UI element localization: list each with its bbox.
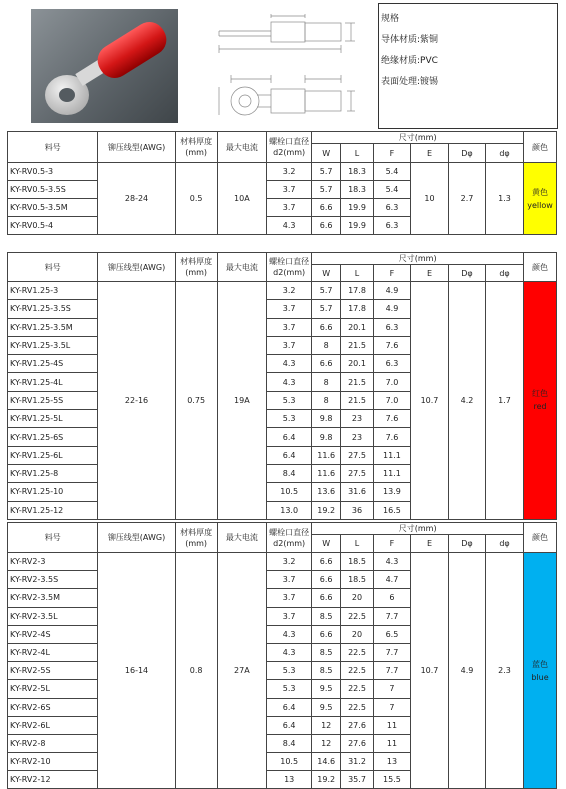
technical-drawing	[205, 9, 373, 127]
bolt-d2: 3.7	[267, 300, 312, 318]
dim-e: 10.7	[410, 553, 448, 789]
part-number: KY-RV0.5-3	[8, 163, 98, 181]
bolt-d2: 4.3	[267, 355, 312, 373]
header-color: 颜色	[524, 253, 557, 282]
dim-inner-d: 2.3	[485, 553, 523, 789]
dim-w: 5.7	[312, 282, 341, 300]
dim-f: 7.7	[373, 607, 410, 625]
bolt-d2: 4.3	[267, 643, 312, 661]
spec-conductor: 导体材质:紫铜	[381, 35, 439, 45]
dim-l: 21.5	[341, 373, 374, 391]
bolt-d2: 3.7	[267, 571, 312, 589]
dim-inner-d: 1.7	[485, 282, 523, 520]
bolt-d2: 4.3	[267, 373, 312, 391]
dim-l: 18.3	[341, 163, 374, 181]
dim-f: 4.3	[373, 553, 410, 571]
bolt-d2: 3.7	[267, 318, 312, 336]
bolt-d2: 3.2	[267, 163, 312, 181]
dim-f: 7.7	[373, 662, 410, 680]
table-row	[8, 282, 557, 300]
dim-f: 4.9	[373, 300, 410, 318]
dim-l: 27.5	[341, 464, 374, 482]
dim-f: 6.3	[373, 318, 410, 336]
dim-f: 5.4	[373, 181, 410, 199]
spec-table	[7, 252, 557, 520]
dim-w: 9.5	[312, 698, 341, 716]
header-dim-d: Dφ	[448, 535, 485, 553]
dim-f: 4.7	[373, 571, 410, 589]
dim-l: 18.3	[341, 181, 374, 199]
header-dim-w: W	[312, 535, 341, 553]
product-photo	[31, 9, 178, 123]
dim-l: 23	[341, 410, 374, 428]
dim-l: 23	[341, 428, 374, 446]
dim-f: 7	[373, 698, 410, 716]
dim-w: 6.6	[312, 625, 341, 643]
header-color: 颜色	[524, 132, 557, 163]
dim-l: 22.5	[341, 698, 374, 716]
dim-l: 20	[341, 589, 374, 607]
dim-w: 14.6	[312, 753, 341, 771]
wire-awg: 28-24	[98, 163, 175, 235]
dim-f: 7	[373, 680, 410, 698]
dim-outer-d: 4.9	[448, 553, 485, 789]
header-dim-l: L	[341, 144, 374, 163]
header-dimensions: 尺寸(mm)	[312, 523, 524, 535]
header-dim-d: dφ	[485, 535, 523, 553]
terminal-insulation-sleeve	[92, 16, 173, 84]
spec-insulation: 绝缘材质:PVC	[381, 56, 438, 66]
dim-w: 12	[312, 716, 341, 734]
bolt-d2: 3.7	[267, 336, 312, 354]
part-number: KY-RV2-3.5M	[8, 589, 98, 607]
bolt-d2: 6.4	[267, 428, 312, 446]
header-max-current: 最大电流	[217, 523, 266, 553]
part-number: KY-RV2-3.5L	[8, 607, 98, 625]
dim-w: 9.8	[312, 428, 341, 446]
part-number: KY-RV2-10	[8, 753, 98, 771]
bolt-d2: 8.4	[267, 734, 312, 752]
bolt-d2: 6.4	[267, 446, 312, 464]
dim-l: 31.2	[341, 753, 374, 771]
color-name-cn: 红色	[532, 389, 549, 399]
dim-l: 35.7	[341, 771, 374, 789]
bolt-d2: 6.4	[267, 716, 312, 734]
dim-w: 6.6	[312, 355, 341, 373]
dim-outer-d: 4.2	[448, 282, 485, 520]
spec-table	[7, 522, 557, 789]
dim-f: 11.1	[373, 446, 410, 464]
header-dim-e: E	[410, 265, 448, 282]
bolt-d2: 6.4	[267, 698, 312, 716]
bolt-d2: 5.3	[267, 680, 312, 698]
bolt-d2: 4.3	[267, 625, 312, 643]
dim-w: 13.6	[312, 483, 341, 501]
dim-w: 8.5	[312, 643, 341, 661]
part-number: KY-RV1.25-3.5S	[8, 300, 98, 318]
table-row	[8, 163, 557, 181]
dim-outer-d: 2.7	[448, 163, 485, 235]
color-name-en: yellow	[527, 200, 553, 210]
bolt-d2: 3.7	[267, 607, 312, 625]
dim-l: 17.8	[341, 282, 374, 300]
max-current: 19A	[217, 282, 266, 520]
part-number: KY-RV2-3.5S	[8, 571, 98, 589]
bolt-d2: 10.5	[267, 753, 312, 771]
header-max-current: 最大电流	[217, 132, 266, 163]
dim-l: 18.5	[341, 571, 374, 589]
dim-w: 8	[312, 336, 341, 354]
header-max-current: 最大电流	[217, 253, 266, 282]
dim-f: 7.6	[373, 410, 410, 428]
dim-w: 5.7	[312, 181, 341, 199]
part-number: KY-RV1.25-5L	[8, 410, 98, 428]
dim-w: 19.2	[312, 771, 341, 789]
part-number: KY-RV1.25-8	[8, 464, 98, 482]
part-number: KY-RV0.5-3.5M	[8, 199, 98, 217]
dim-w: 6.6	[312, 589, 341, 607]
dim-w: 8	[312, 391, 341, 409]
dim-l: 27.6	[341, 734, 374, 752]
bolt-d2: 3.7	[267, 181, 312, 199]
part-number: KY-RV2-5L	[8, 680, 98, 698]
dim-w: 8.5	[312, 607, 341, 625]
bolt-d2: 4.3	[267, 217, 312, 235]
header-dim-f: F	[373, 535, 410, 553]
dim-w: 8	[312, 373, 341, 391]
dim-w: 9.8	[312, 410, 341, 428]
bolt-d2: 5.3	[267, 662, 312, 680]
header-dim-d: Dφ	[448, 265, 485, 282]
dim-f: 7.0	[373, 391, 410, 409]
part-number: KY-RV2-6S	[8, 698, 98, 716]
bolt-d2: 3.2	[267, 282, 312, 300]
color-name-en: red	[533, 402, 547, 412]
dim-l: 21.5	[341, 391, 374, 409]
dim-f: 15.5	[373, 771, 410, 789]
dim-w: 6.6	[312, 553, 341, 571]
color-name-cn: 蓝色	[532, 659, 549, 669]
dim-l: 22.5	[341, 643, 374, 661]
color-name-cn: 黄色	[532, 187, 549, 197]
header-part-no: 料号	[8, 253, 98, 282]
dim-l: 27.6	[341, 716, 374, 734]
dim-w: 5.7	[312, 300, 341, 318]
max-current: 27A	[217, 553, 266, 789]
max-current: 10A	[217, 163, 266, 235]
header-dimensions: 尺寸(mm)	[312, 132, 524, 144]
header-wire-awg: 铆压线型(AWG)	[98, 132, 175, 163]
wire-awg: 16-14	[98, 553, 175, 789]
header-dim-f: F	[373, 144, 410, 163]
dim-l: 20.1	[341, 318, 374, 336]
dim-l: 18.5	[341, 553, 374, 571]
dim-f: 7.6	[373, 428, 410, 446]
bolt-d2: 5.3	[267, 391, 312, 409]
part-number: KY-RV2-6L	[8, 716, 98, 734]
part-number: KY-RV1.25-6L	[8, 446, 98, 464]
color-cell	[524, 553, 557, 789]
thickness: 0.75	[175, 282, 217, 520]
header-dim-w: W	[312, 144, 341, 163]
dim-e: 10	[410, 163, 448, 235]
header-dim-w: W	[312, 265, 341, 282]
spec-frame	[378, 3, 558, 129]
spec-surface: 表面处理:镀锡	[381, 77, 439, 87]
part-number: KY-RV1.25-12	[8, 501, 98, 519]
bolt-d2: 13.0	[267, 501, 312, 519]
color-name-en: blue	[531, 672, 549, 682]
dim-f: 11	[373, 734, 410, 752]
dim-f: 7.6	[373, 336, 410, 354]
color-cell	[524, 282, 557, 520]
dim-f: 6.3	[373, 199, 410, 217]
part-number: KY-RV1.25-4S	[8, 355, 98, 373]
dim-e: 10.7	[410, 282, 448, 520]
dim-f: 16.5	[373, 501, 410, 519]
color-cell	[524, 163, 557, 235]
dim-l: 22.5	[341, 607, 374, 625]
dim-l: 20	[341, 625, 374, 643]
header-thickness: 材料厚度(mm)	[175, 523, 217, 553]
header-dim-d: dφ	[485, 265, 523, 282]
dim-f: 13	[373, 753, 410, 771]
part-number: KY-RV2-8	[8, 734, 98, 752]
part-number: KY-RV2-3	[8, 553, 98, 571]
dim-w: 12	[312, 734, 341, 752]
dim-w: 19.2	[312, 501, 341, 519]
dim-l: 20.1	[341, 355, 374, 373]
wire-awg: 22-16	[98, 282, 175, 520]
thickness: 0.5	[175, 163, 217, 235]
spec-title: 规格	[381, 14, 400, 24]
part-number: KY-RV2-4L	[8, 643, 98, 661]
dim-l: 19.9	[341, 199, 374, 217]
header-dim-l: L	[341, 265, 374, 282]
header-dim-f: F	[373, 265, 410, 282]
header-thickness: 材料厚度(mm)	[175, 132, 217, 163]
dim-f: 7.7	[373, 643, 410, 661]
bolt-d2: 10.5	[267, 483, 312, 501]
header-dim-e: E	[410, 144, 448, 163]
header-bolt-d2: 螺栓口直径d2(mm)	[267, 523, 312, 553]
header-part-no: 料号	[8, 523, 98, 553]
dim-w: 8.5	[312, 662, 341, 680]
thickness: 0.8	[175, 553, 217, 789]
dim-inner-d: 1.3	[485, 163, 523, 235]
dim-f: 11	[373, 716, 410, 734]
header-bolt-d2: 螺栓口直径d2(mm)	[267, 253, 312, 282]
header-dim-d: dφ	[485, 144, 523, 163]
header-wire-awg: 铆压线型(AWG)	[98, 523, 175, 553]
header-wire-awg: 铆压线型(AWG)	[98, 253, 175, 282]
dim-l: 21.5	[341, 336, 374, 354]
dim-l: 27.5	[341, 446, 374, 464]
bolt-d2: 8.4	[267, 464, 312, 482]
part-number: KY-RV1.25-6S	[8, 428, 98, 446]
dim-f: 6.3	[373, 217, 410, 235]
header-thickness: 材料厚度(mm)	[175, 253, 217, 282]
part-number: KY-RV1.25-3	[8, 282, 98, 300]
terminal-ring-hole	[59, 88, 75, 102]
dim-w: 11.6	[312, 446, 341, 464]
header-dimensions: 尺寸(mm)	[312, 253, 524, 265]
header-dim-l: L	[341, 535, 374, 553]
dim-f: 6.5	[373, 625, 410, 643]
dim-f: 5.4	[373, 163, 410, 181]
part-number: KY-RV0.5-4	[8, 217, 98, 235]
part-number: KY-RV0.5-3.5S	[8, 181, 98, 199]
part-number: KY-RV2-4S	[8, 625, 98, 643]
part-number: KY-RV1.25-4L	[8, 373, 98, 391]
dim-l: 19.9	[341, 217, 374, 235]
header-part-no: 料号	[8, 132, 98, 163]
table-row	[8, 553, 557, 571]
dim-w: 6.6	[312, 318, 341, 336]
dim-f: 7.0	[373, 373, 410, 391]
dim-w: 5.7	[312, 163, 341, 181]
part-number: KY-RV1.25-5S	[8, 391, 98, 409]
dim-l: 22.5	[341, 662, 374, 680]
dim-f: 4.9	[373, 282, 410, 300]
dim-w: 6.6	[312, 571, 341, 589]
header-dim-e: E	[410, 535, 448, 553]
dim-w: 11.6	[312, 464, 341, 482]
dim-w: 9.5	[312, 680, 341, 698]
header-color: 颜色	[524, 523, 557, 553]
dim-l: 36	[341, 501, 374, 519]
dim-f: 11.1	[373, 464, 410, 482]
bolt-d2: 3.2	[267, 553, 312, 571]
dim-w: 6.6	[312, 217, 341, 235]
dim-w: 6.6	[312, 199, 341, 217]
dim-f: 6	[373, 589, 410, 607]
dim-l: 22.5	[341, 680, 374, 698]
part-number: KY-RV1.25-3.5M	[8, 318, 98, 336]
dim-l: 17.8	[341, 300, 374, 318]
spec-table	[7, 131, 557, 235]
bolt-d2: 3.7	[267, 589, 312, 607]
bolt-d2: 5.3	[267, 410, 312, 428]
bolt-d2: 3.7	[267, 199, 312, 217]
part-number: KY-RV1.25-10	[8, 483, 98, 501]
bolt-d2: 13	[267, 771, 312, 789]
dim-l: 31.6	[341, 483, 374, 501]
dim-f: 13.9	[373, 483, 410, 501]
part-number: KY-RV1.25-3.5L	[8, 336, 98, 354]
part-number: KY-RV2-12	[8, 771, 98, 789]
dim-f: 6.3	[373, 355, 410, 373]
header-dim-d: Dφ	[448, 144, 485, 163]
header-bolt-d2: 螺栓口直径d2(mm)	[267, 132, 312, 163]
part-number: KY-RV2-5S	[8, 662, 98, 680]
